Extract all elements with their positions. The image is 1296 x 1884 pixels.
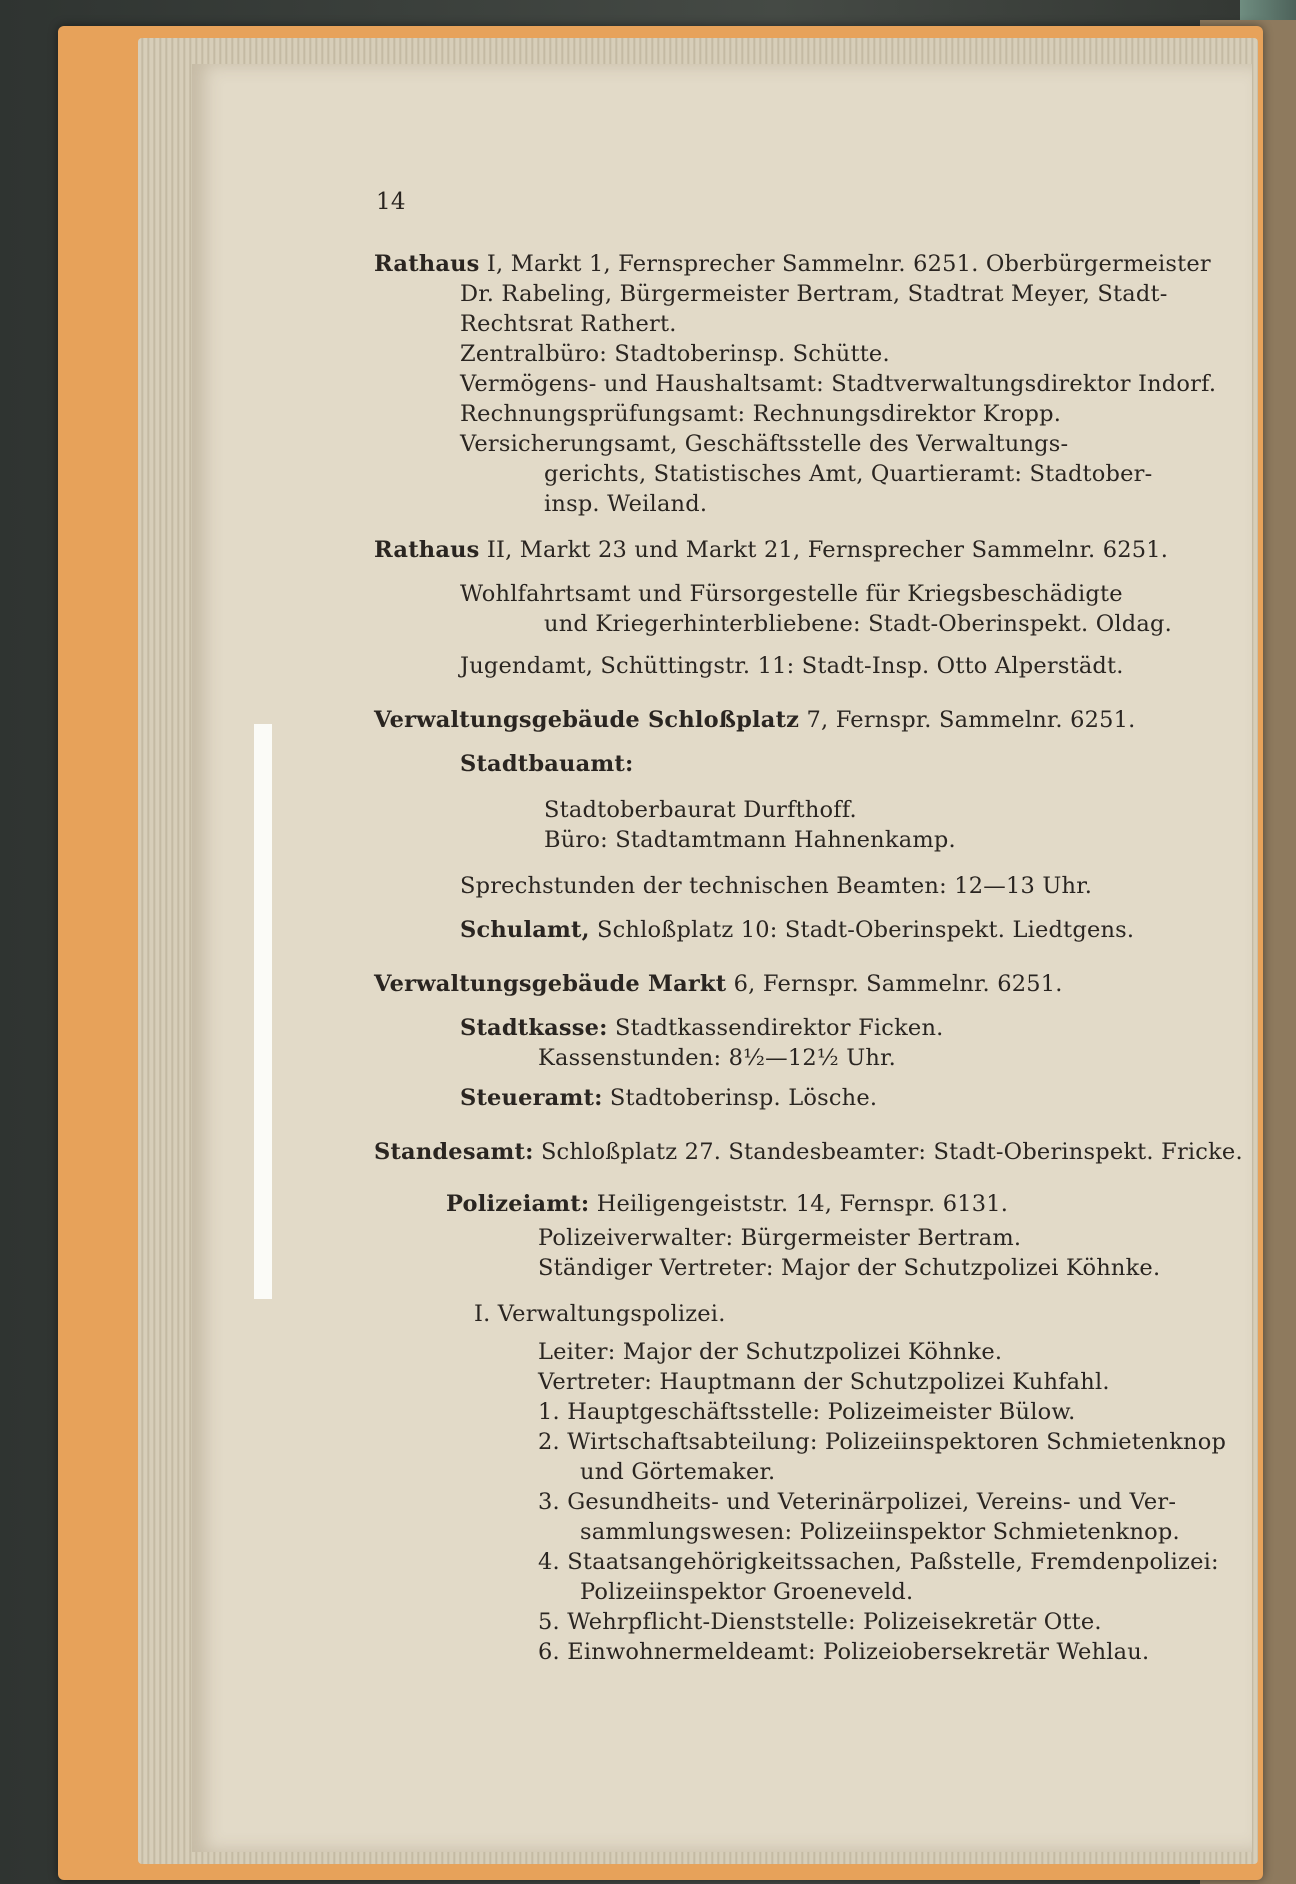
entry-line: Rechnungsprüfungsamt: Rechnungsdirektor Kropp. [460,401,1062,427]
entry-line: Standesamt: Schloßplatz 27. Standesbeamter: Stadt-Oberinspekt. Fricke. [374,1139,1243,1165]
entry-line: Rathaus I, Markt 1, Fernsprecher Sammelnr. 6251. Oberbürgermeister [374,251,1211,277]
entry-line: sammlungswesen: Polizeiinspektor Schmietenknop. [580,1519,1180,1545]
entry-line: 1. Hauptgeschäftsstelle: Polizeimeister Bülow. [538,1399,1076,1425]
entry-line: Stadtoberbaurat Durfthoff. [544,797,857,823]
entry-line: insp. Weiland. [544,491,708,517]
entry-line: gerichts, Statistisches Amt, Quartieramt: Stadtober- [544,461,1153,487]
entry-line: Kassenstunden: 8½—12½ Uhr. [538,1045,896,1071]
entry-line: I. Verwaltungspolizei. [474,1301,726,1327]
paper-slip [254,724,272,1299]
entry-line: Zentralbüro: Stadtoberinsp. Schütte. [460,341,890,367]
entry-line: Verwaltungsgebäude Schloßplatz 7, Fernspr. Sammelnr. 6251. [374,707,1136,733]
entry-line: Rathaus II, Markt 23 und Markt 21, Fernsprecher Sammelnr. 6251. [374,537,1169,563]
entry-line: Vertreter: Hauptmann der Schutzpolizei Kuhfahl. [538,1369,1110,1395]
page-number: 14 [376,189,406,215]
entry-line: Rechtsrat Rathert. [460,311,677,337]
entry-line: Sprechstunden der technischen Beamten: 12—13 Uhr. [460,873,1093,899]
entry-line: Dr. Rabeling, Bürgermeister Bertram, Stadtrat Meyer, Stadt- [460,281,1168,307]
entry-line: Jugendamt, Schüttingstr. 11: Stadt-Insp. Otto Alperstädt. [460,653,1124,679]
entry-line: Steueramt: Stadtoberinsp. Lösche. [460,1085,878,1111]
entry-line: Vermögens- und Haushaltsamt: Stadtverwaltungsdirektor Indorf. [460,371,1217,397]
entry-line: Leiter: Major der Schutzpolizei Köhnke. [538,1339,1003,1365]
entry-line: 2. Wirtschaftsabteilung: Polizeiinspektoren Schmietenknop [538,1429,1227,1455]
book-page [192,64,1252,1852]
entry-line: Schulamt, Schloßplatz 10: Stadt-Oberinspekt. Liedtgens. [460,917,1135,943]
entry-line: Stadtbauamt: [460,751,634,777]
entry-line: 6. Einwohnermeldeamt: Polizeiobersekretär Wehlau. [538,1639,1150,1665]
entry-line: und Kriegerhinterbliebene: Stadt-Oberinspekt. Oldag. [544,611,1172,637]
entry-line: 5. Wehrpflicht-Dienststelle: Polizeisekretär Otte. [538,1609,1102,1635]
entry-line: Stadtkasse: Stadtkassendirektor Ficken. [460,1015,944,1041]
entry-line: Büro: Stadtamtmann Hahnenkamp. [544,827,956,853]
entry-line: 4. Staatsangehörigkeitssachen, Paßstelle, Fremdenpolizei: [538,1549,1219,1575]
entry-line: Polizeiamt: Heiligengeiststr. 14, Fernspr. 6131. [446,1191,1009,1217]
entry-line: Verwaltungsgebäude Markt 6, Fernspr. Sammelnr. 6251. [374,971,1063,997]
entry-line: Polizeiinspektor Groeneveld. [580,1579,914,1605]
entry-line: 3. Gesundheits- und Veterinärpolizei, Vereins- und Ver- [538,1489,1177,1515]
entry-line: Ständiger Vertreter: Major der Schutzpolizei Köhnke. [538,1255,1161,1281]
entry-line: Wohlfahrtsamt und Fürsorgestelle für Kriegsbeschädigte [460,581,1123,607]
entry-line: und Görtemaker. [580,1459,776,1485]
entry-line: Versicherungsamt, Geschäftsstelle des Verwaltungs- [460,431,1069,457]
entry-line: Polizeiverwalter: Bürgermeister Bertram. [538,1225,1022,1251]
